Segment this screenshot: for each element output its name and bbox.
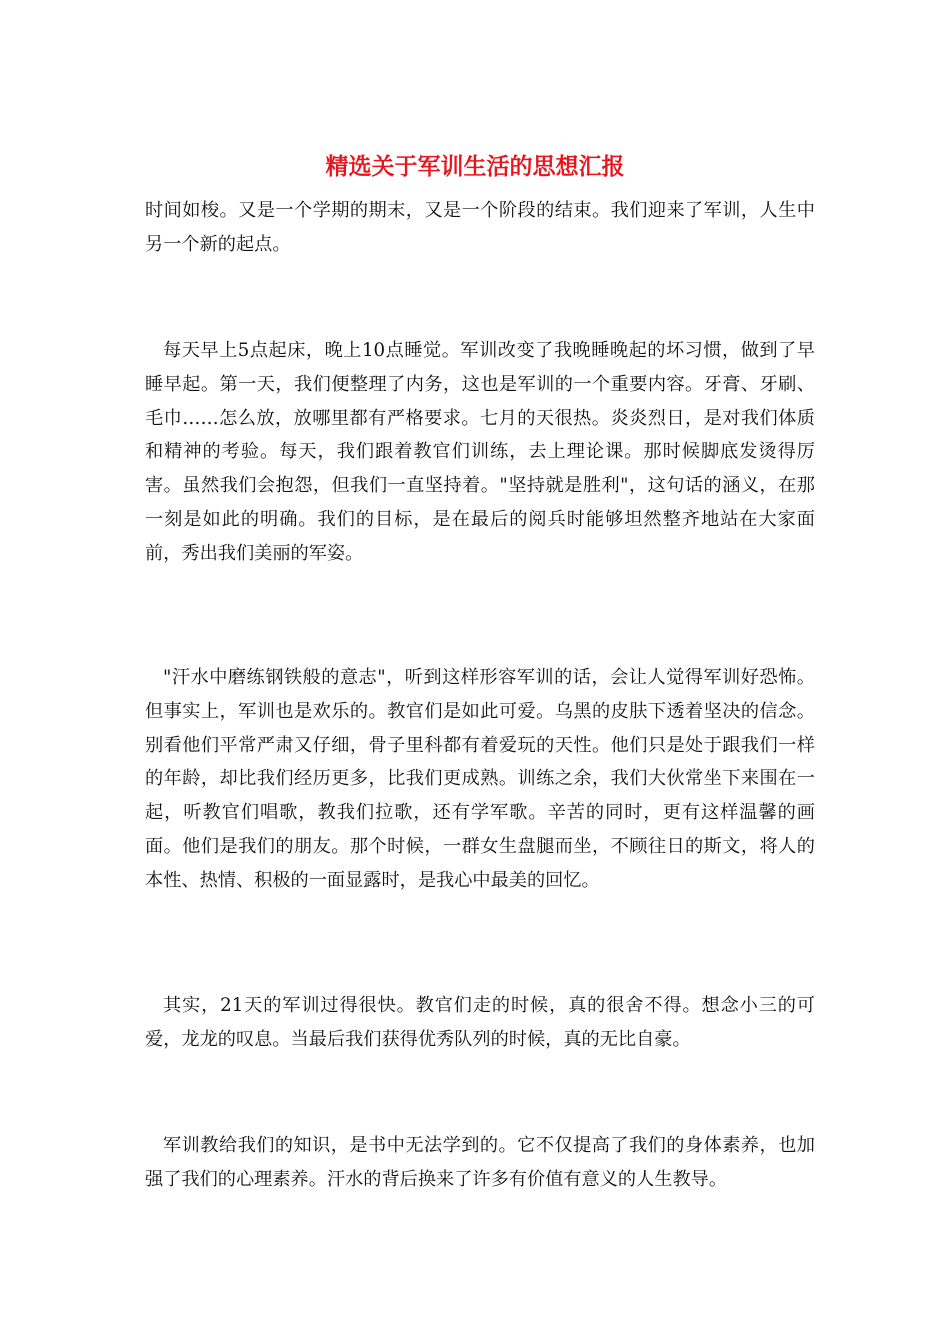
- paragraph-instructors: "汗水中磨练钢铁般的意志"，听到这样形容军训的话，会让人觉得军训好恐怖。但事实上，军训也是欢乐的。教官们是如此可爱。乌黑的皮肤下透着坚决的信念。别看他们平常严肃又仔细，骨子里科都有着爱玩的天性。他们只是处于跟我们一样的年龄，却比我们经历更多，比我们更成熟。训练之余，我们大伙常坐下来围在一起，听教官们唱歌，教我们拉歌，还有学军歌。辛苦的同时，更有这样温馨的画面。他们是我们的朋友。那个时候，一群女生盘腿而坐，不顾往日的斯文，将人的本性、热情、积极的一面显露时，是我心中最美的回忆。: [145, 667, 815, 891]
- paragraph-farewell: 其实，21天的军训过得很快。教官们走的时候，真的很舍不得。想念小三的可爱，龙龙的叹息。当最后我们获得优秀队列的时候，真的无比自豪。: [145, 995, 815, 1050]
- paragraph-intro: 时间如梭。又是一个学期的期末，又是一个阶段的结束。我们迎来了军训，人生中另一个新的起点。: [145, 200, 815, 255]
- paragraph-daily-routine: 每天早上5点起床，晚上10点睡觉。军训改变了我晚睡晚起的坏习惯，做到了早睡早起。第一天，我们便整理了内务，这也是军训的一个重要内容。牙膏、牙刷、毛巾……怎么放，放哪里都有严格要求。七月的天很热。炎炎烈日，是对我们体质和精神的考验。每天，我们跟着教官们训练，去上理论课。那时候脚底发烫得厉害。虽然我们会抱怨，但我们一直坚持着。"坚持就是胜利"，这句话的涵义，在那一刻是如此的明确。我们的目标，是在最后的阅兵时能够坦然整齐地站在大家面前，秀出我们美丽的军姿。: [145, 340, 815, 564]
- paragraph-conclusion: 军训教给我们的知识，是书中无法学到的。它不仅提高了我们的身体素养，也加强了我们的心理素养。汗水的背后换来了许多有价值有意义的人生教导。: [145, 1135, 815, 1190]
- document-title: 精选关于军训生活的思想汇报: [325, 153, 625, 180]
